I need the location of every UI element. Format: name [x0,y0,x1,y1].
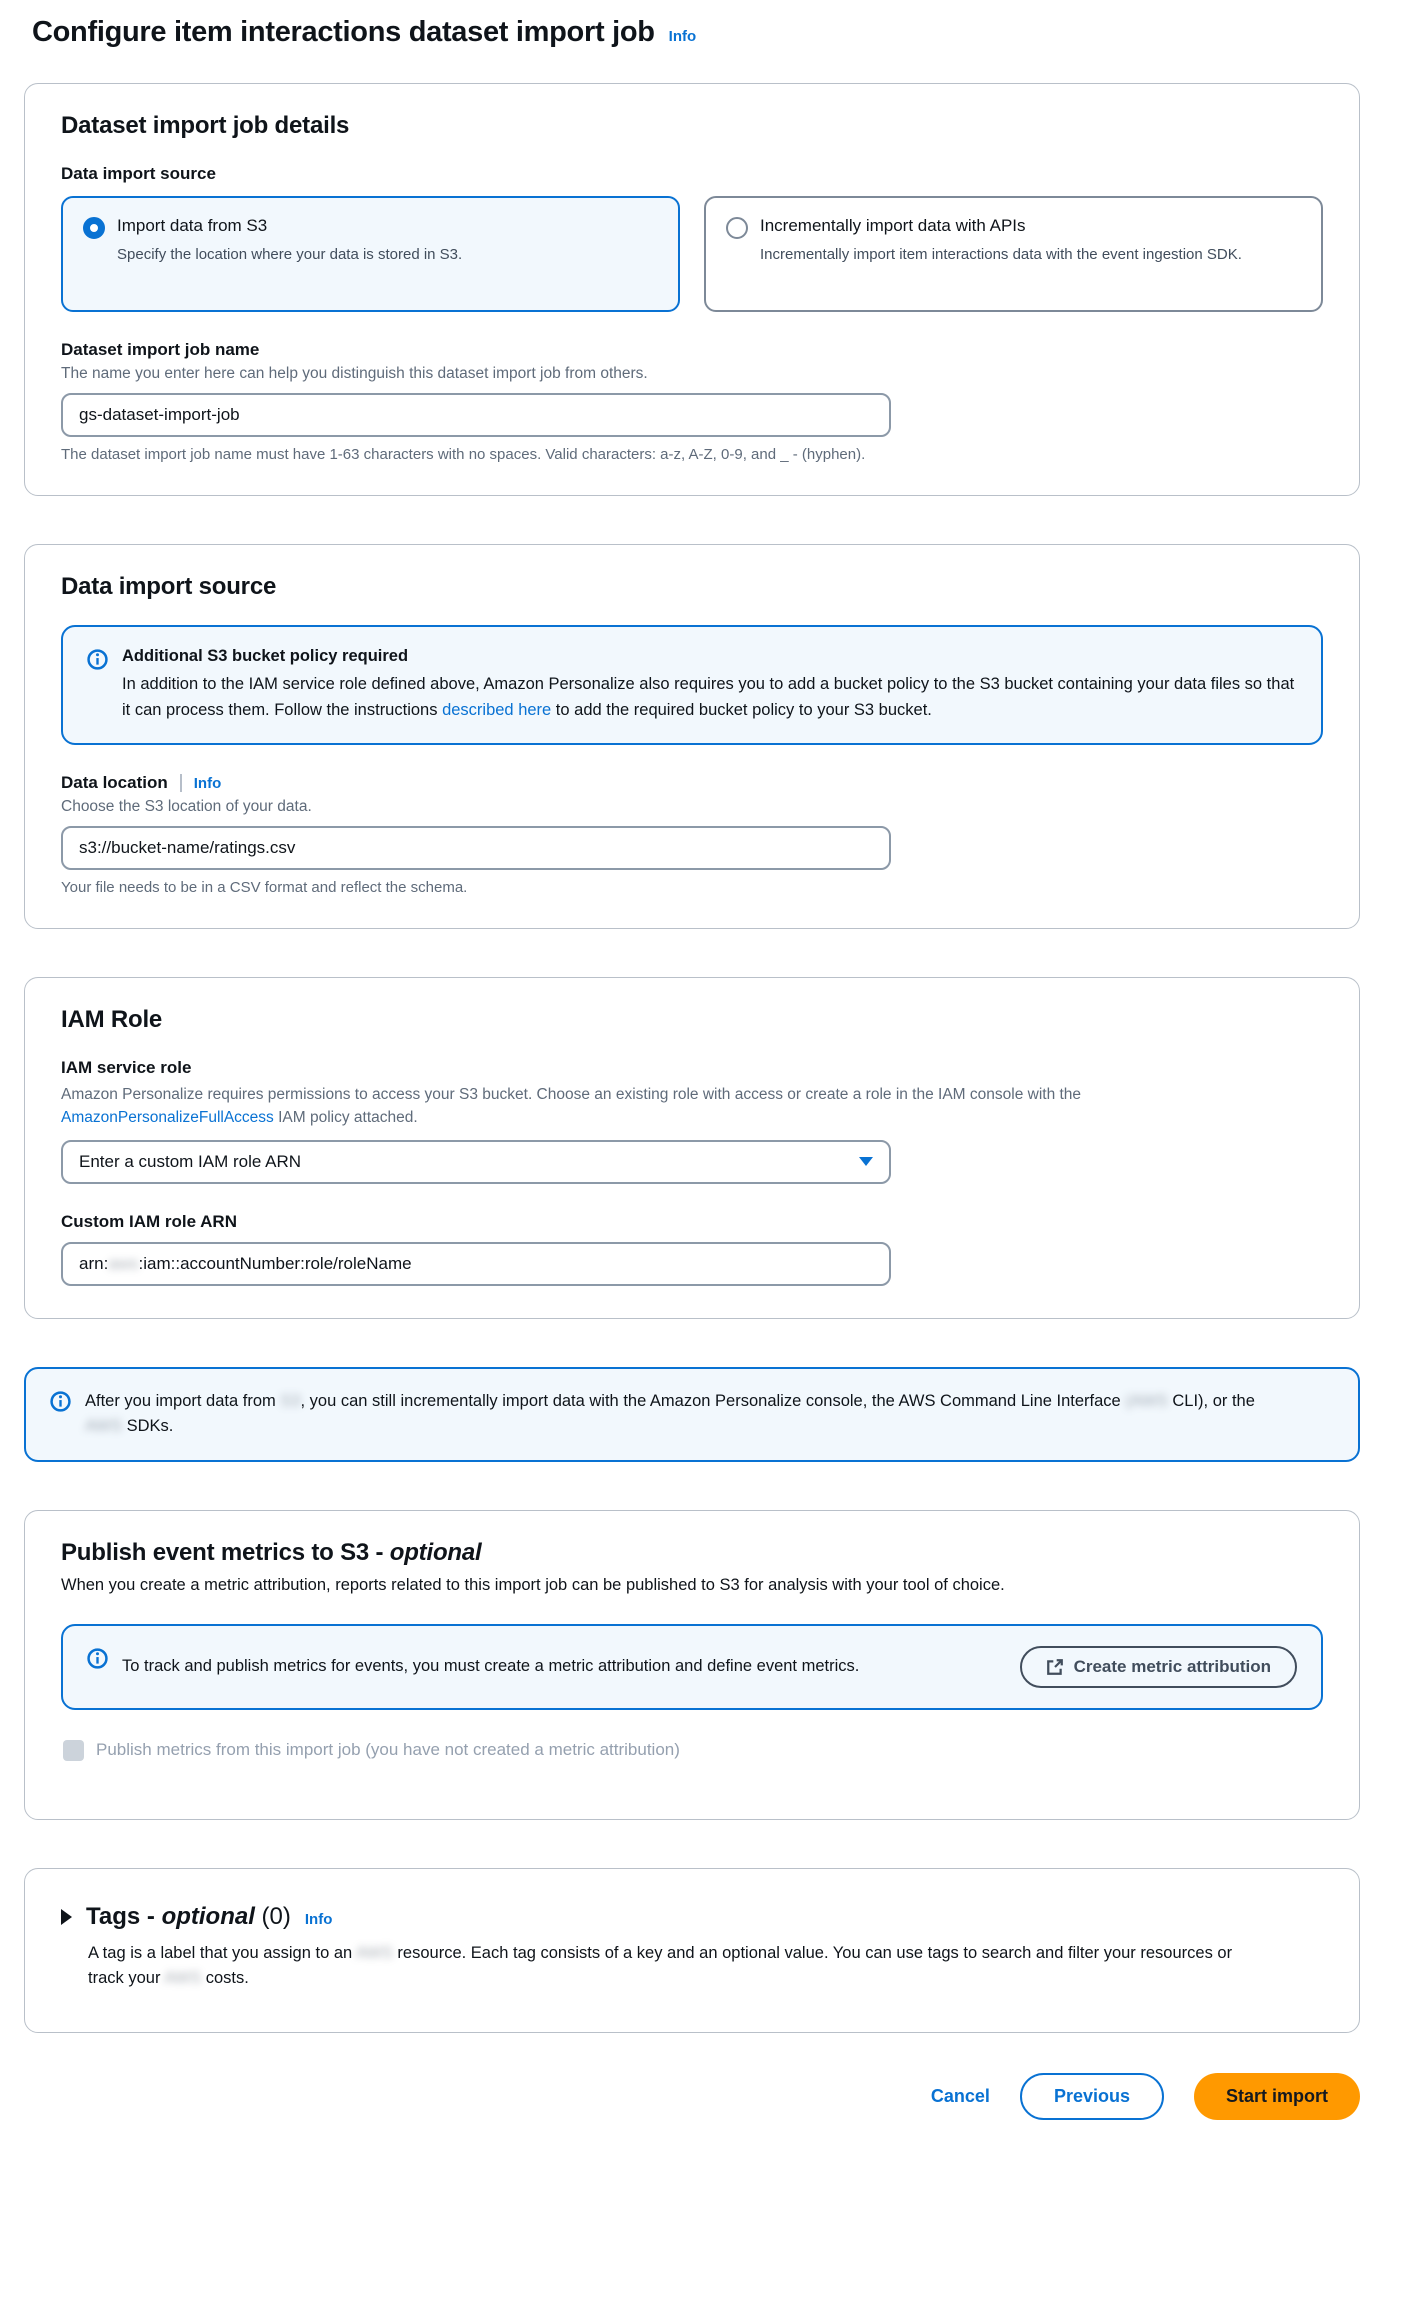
tags-redacted-2: AWS [164,1969,202,1988]
tags-card [24,1868,1360,2033]
iam-desc-text-1: Amazon Personalize requires permissions to access your S3 bucket. Choose an existing role with access or create a role in the IAM console with the [61,1086,1082,1104]
tags-heading-optional: optional [161,1902,255,1930]
job-name-input[interactable] [61,393,891,437]
note-redacted-2: (AWS [1125,1391,1168,1410]
custom-arn-label: Custom IAM role ARN [61,1211,237,1231]
tags-info-link[interactable]: Info [304,1910,333,1928]
info-circle-icon [50,1391,71,1412]
publish-metrics-checkbox-row [63,1740,1323,1761]
tile-import-from-s3[interactable] [61,196,680,312]
radio-import-from-s3[interactable] [83,217,105,239]
page-header [32,16,1360,49]
tags-heading [86,1903,291,1931]
page-title: Configure item interactions dataset import job [32,16,655,48]
tile-incremental-api-label: Incrementally import data with APIs [760,216,1026,235]
metric-attribution-alert-text: To track and publish metrics for events, you must create a metric attribution and define event metrics. [122,1657,860,1676]
arn-redacted-text: aws [108,1253,139,1273]
metrics-card-desc: When you create a metric attribution, reports related to this import job can be published to S3 for analysis with your tool of choice. [61,1575,1005,1594]
data-location-desc: Choose the S3 location of your data. [61,798,312,816]
tile-import-from-s3-label: Import data from S3 [117,216,268,235]
metrics-heading-text: Publish event metrics to S3 - [61,1538,390,1566]
iam-role-select-value: Enter a custom IAM role ARN [79,1151,302,1171]
create-metric-attribution-button[interactable] [1020,1646,1297,1688]
previous-button[interactable]: Previous [1020,2073,1164,2120]
tags-heading-text: Tags - [86,1902,162,1930]
note-redacted-1: S3 [280,1391,301,1410]
note-redacted-3: AWS [85,1417,122,1436]
page-title-info-link[interactable]: Info [668,28,697,45]
info-circle-icon [87,649,108,670]
expand-triangle-icon[interactable] [61,1909,72,1925]
info-circle-icon [87,1648,108,1669]
metric-attribution-alert [61,1624,1323,1710]
tile-incremental-api[interactable] [704,196,1323,312]
note-text-3: CLI), or the [1167,1391,1255,1410]
iam-service-role-desc [61,1083,1241,1130]
described-here-link[interactable]: described here [442,700,552,719]
tile-import-from-s3-desc: Specify the location where your data is stored in S3. [117,246,463,263]
personalize-full-access-link[interactable]: AmazonPersonalizeFullAccess [61,1109,274,1127]
bucket-policy-alert [61,625,1323,745]
alert-body-text-1: In addition to the IAM service role defined above, Amazon Personalize also requires you to add a bucket policy to the S3 bucket containing your data files so that it can process them. Follow the instructions [122,675,1295,719]
data-location-label: Data location [61,773,168,793]
job-name-constraint: The dataset import job name must have 1-63 characters with no spaces. Valid characters: a-z, A-Z, 0-9, and _ - (hyphen). [61,446,866,463]
publish-metrics-checkbox-label: Publish metrics from this import job (you have not created a metric attribution) [96,1740,680,1759]
source-card-heading: Data import source [61,573,277,600]
data-location-input[interactable] [61,826,891,870]
tags-desc-text-1: A tag is a label that you assign to an [88,1943,356,1962]
tile-incremental-api-desc: Incrementally import item interactions data with the event ingestion SDK. [760,246,1242,263]
metrics-card-heading [61,1539,1323,1567]
import-source-tiles [61,196,1323,312]
start-import-button[interactable]: Start import [1194,2073,1360,2120]
publish-metrics-checkbox [63,1740,84,1761]
job-name-desc: The name you enter here can help you distinguish this dataset import job from others. [61,365,648,382]
dataset-import-job-details-card [24,83,1360,496]
tags-desc [88,1941,1268,1992]
job-name-label: Dataset import job name [61,340,260,359]
bucket-policy-alert-title: Additional S3 bucket policy required [122,647,409,665]
incremental-import-note-text [85,1389,1295,1440]
data-location-constraint: Your file needs to be in a CSV format and reflect the schema. [61,879,468,897]
iam-role-select[interactable] [61,1140,891,1184]
publish-event-metrics-card [24,1510,1360,1820]
details-card-heading: Dataset import job details [61,112,350,139]
external-link-icon [1046,1658,1064,1676]
arn-text-2: :iam::accountNumber:role/roleName [138,1253,412,1273]
note-text-1: After you import data from [85,1391,281,1410]
alert-body-text-2: to add the required bucket policy to your S3 bucket. [551,700,932,719]
tags-redacted-1: AWS [355,1943,393,1962]
data-location-info-link[interactable]: Info [193,774,222,792]
metrics-heading-optional: optional [389,1538,482,1566]
note-text-2: , you can still incrementally import data with the Amazon Personalize console, the AWS Command Line Interface [300,1391,1126,1410]
custom-arn-input[interactable] [61,1242,891,1286]
chevron-down-icon [859,1157,873,1166]
iam-role-card [24,977,1360,1319]
data-import-source-group-label: Data import source [61,164,216,183]
tags-desc-text-2: resource. Each tag consists of a key and an optional value. You can use tags to search and filter your resources or track your [88,1943,1233,1988]
note-text-4: SDKs. [121,1417,174,1436]
create-metric-attribution-label: Create metric attribution [1073,1656,1271,1676]
label-divider [180,774,182,792]
arn-text-1: arn: [79,1253,109,1273]
iam-desc-text-2: IAM policy attached. [273,1109,418,1127]
tags-desc-text-3: costs. [201,1969,249,1988]
bucket-policy-alert-body [122,672,1297,723]
cancel-button[interactable]: Cancel [930,2085,990,2106]
footer-actions [24,2073,1360,2120]
radio-incremental-api[interactable] [726,217,748,239]
data-import-source-card [24,544,1360,929]
iam-card-heading: IAM Role [61,1006,163,1034]
iam-service-role-label: IAM service role [61,1058,192,1078]
tags-count: (0) [254,1902,291,1930]
incremental-import-note-alert [24,1367,1360,1462]
